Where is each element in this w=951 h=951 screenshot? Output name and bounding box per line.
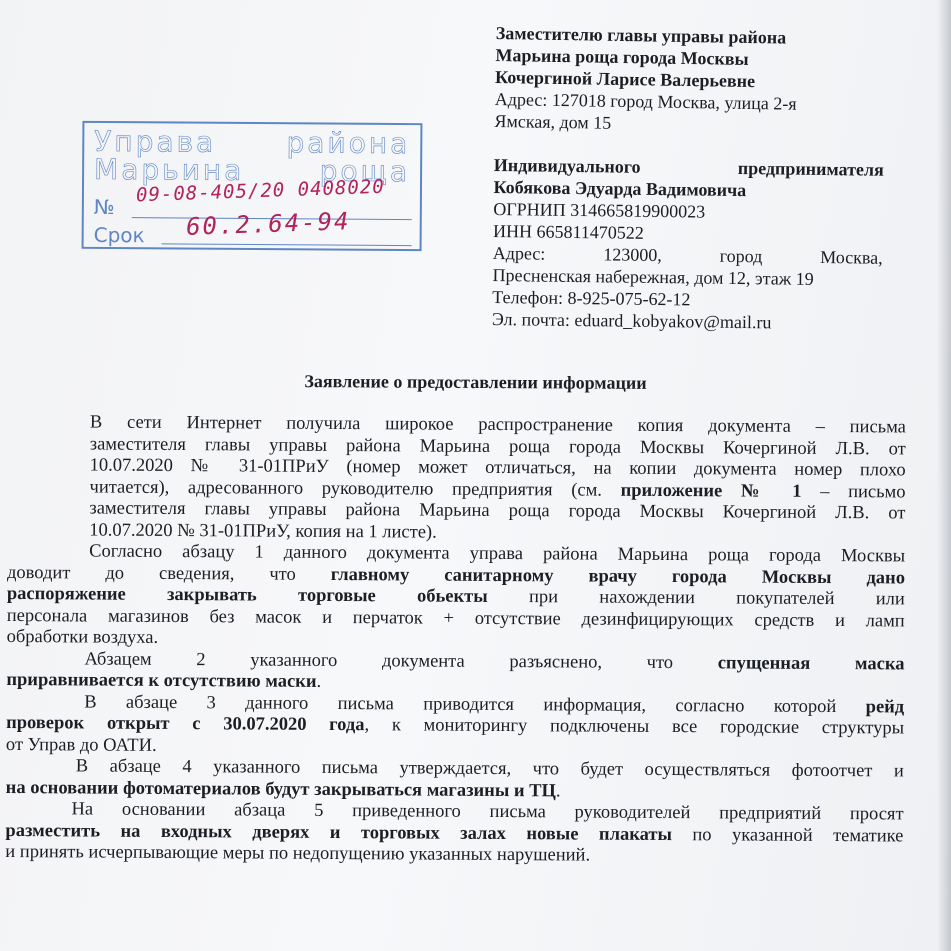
sender-phone: Телефон: 8-925-075-62-12 <box>492 286 691 310</box>
text-run: В абзаце 3 данного письма приводится информация, согласно которой <box>84 691 866 717</box>
bold-run: распоряжение закрывать торговые обьекты <box>6 583 488 607</box>
text-run: доводит до сведения, что <box>6 562 331 585</box>
recipient-address: Адрес: 127018 город Москва, улица 2-я <box>494 88 797 114</box>
text-line: 10.07.2020 № 31-01ПРиУ, копия на 1 листе). <box>89 519 437 543</box>
text-line: 10.07.2020 № 31-01ПРиУ (номер может отличаться, на копии документа номер плохо <box>89 455 906 481</box>
document-title: Заявление о предоставлении информации <box>304 371 647 393</box>
stamp-word: района <box>286 126 411 161</box>
text-line: В абзаце 4 указанного письма утверждается, что будет осуществляться фотоотчет и <box>75 756 904 782</box>
recipient-block <box>494 22 876 138</box>
bold-run: главному санитарному врачу города Москвы дано <box>330 564 906 588</box>
recipient-line: Кочергиной Ларисе Валерьевне <box>494 66 756 92</box>
address-part: город <box>719 245 763 267</box>
text-run: . <box>555 780 561 801</box>
text-line: В сети Интернет получила широкое распространение копия документа – письма <box>89 412 906 438</box>
paragraph-4 <box>6 691 904 761</box>
address-part: 123000, <box>603 244 662 266</box>
address-part: Москва, <box>820 246 883 268</box>
sender-address-line2: Пресненская набережная, дом 12, этаж 19 <box>492 264 814 289</box>
address-part: Адрес: <box>492 242 546 264</box>
stamp-number-label: № <box>93 194 115 220</box>
paragraph-3 <box>6 648 904 696</box>
stamp-word: роща <box>319 154 411 189</box>
handwritten-number: 09-08-405/20 0408020 <box>135 175 386 207</box>
bold-run: проверок открыт с 30.07.2020 года <box>6 712 365 736</box>
page-edge-shadow <box>937 0 951 951</box>
attachment-reference: приложение № 1 <box>620 480 802 502</box>
text-line: обработки воздуха. <box>6 626 159 648</box>
text-line: заместителя главы управы района Марьина роща города Москвы Кочергиной Л.В. от <box>89 434 906 459</box>
sender-block <box>492 154 884 335</box>
text-run: по указанной тематике <box>671 824 904 846</box>
stamp-deadline-label: Срок <box>93 222 145 248</box>
sender-ogrnip: ОГРНИП 314665819900023 <box>493 198 706 222</box>
sender-title-word: Индивидуального <box>493 154 641 177</box>
paragraph-5 <box>6 756 904 804</box>
text-line: заместителя главы управы района Марьина роща города Москвы Кочергиной Л.В. от <box>89 498 906 524</box>
sender-email: Эл. почта: eduard_kobyakov@mail.ru <box>491 308 772 333</box>
handwritten-deadline: 60.2.64-94 <box>185 207 351 241</box>
text-run: при нахождении покупателей или <box>487 586 905 610</box>
bold-run: разместить на входных дверях и торговых залах новые плакаты <box>5 820 672 845</box>
stamp-deadline-line <box>162 243 412 246</box>
paragraph-6 <box>5 799 903 869</box>
bold-run: приравнивается к отсутствию маски <box>6 669 317 692</box>
sender-inn: ИНН 665811470522 <box>492 220 645 243</box>
bold-run: на основании фотоматериалов будут закрываться магазины и ТЦ <box>5 777 557 801</box>
text-run: . <box>316 671 322 692</box>
text-line: На основании абзаца 5 приведенного письма руководителей предприятий просят <box>71 799 904 825</box>
sender-title-word: предпринимателя <box>737 157 884 180</box>
paragraph-1 <box>7 412 906 546</box>
bold-run: рейд <box>865 696 905 717</box>
text-run: , к мониторингу подключены все городские структуры <box>364 715 905 739</box>
text-line: от Управ до ОАТИ. <box>5 734 157 756</box>
text-run: – письмо <box>801 481 906 502</box>
bold-run: спущенная маска <box>717 652 905 674</box>
text-line: персонала магазинов без масок и перчаток + отсутствие дезинфицирующих средств и ламп <box>6 605 905 631</box>
text-line: и принять исчерпывающие меры по недопущению указанных нарушений. <box>5 841 591 866</box>
sender-name: Кобякова Эдуарда Вадимовича <box>493 176 747 201</box>
text-run: читается), адресованного руководителю предприятия (см. <box>89 476 621 501</box>
recipient-line: Заместителю главы управы района <box>495 22 787 48</box>
recipient-line: Марьина роща города Москвы <box>495 44 749 69</box>
text-line: Согласно абзацу 1 данного документа управа района Марьина роща города Москвы <box>89 541 906 567</box>
text-run: Абзацем 2 указанного документа разъяснено, что <box>84 648 718 673</box>
recipient-address: Ямская, дом 15 <box>494 110 612 133</box>
document-body <box>5 412 906 869</box>
stamp-word: Управа <box>94 124 217 159</box>
paragraph-2 <box>7 541 906 654</box>
stamp-word: Марьина <box>93 152 245 187</box>
